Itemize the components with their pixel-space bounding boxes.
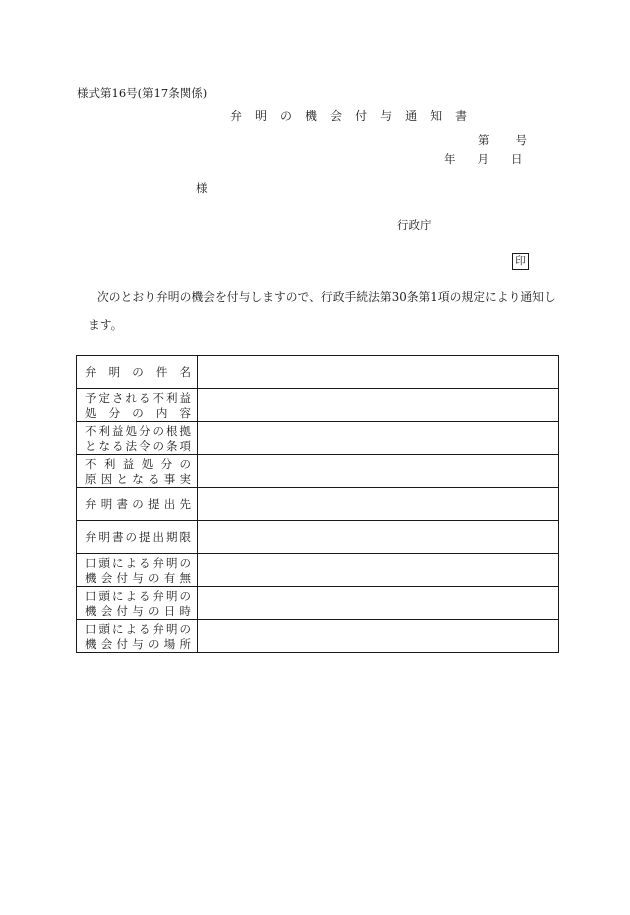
row-label bbox=[77, 488, 198, 521]
row-value-field[interactable] bbox=[198, 389, 559, 422]
table-row bbox=[77, 521, 559, 554]
table-row bbox=[77, 587, 559, 620]
row-label-line: 機会付与の有無 bbox=[85, 570, 191, 585]
row-label-line: 口頭による弁明の bbox=[85, 621, 191, 636]
row-value-field[interactable] bbox=[198, 554, 559, 587]
date-day: 日 bbox=[511, 152, 523, 166]
row-label-line: 口頭による弁明の bbox=[85, 555, 191, 570]
row-label-line: 口頭による弁明の bbox=[85, 588, 191, 603]
recipient-suffix: 様 bbox=[196, 181, 208, 195]
row-label bbox=[77, 422, 198, 455]
row-label-line: 機会付与の場所 bbox=[85, 636, 191, 651]
table-row bbox=[77, 422, 559, 455]
row-value-field[interactable] bbox=[198, 587, 559, 620]
row-label-line: 弁明の件名 bbox=[85, 365, 191, 379]
row-value-field[interactable] bbox=[198, 488, 559, 521]
notice-details-table-body bbox=[77, 356, 559, 653]
row-value-field[interactable] bbox=[198, 422, 559, 455]
date-month: 月 bbox=[477, 152, 489, 166]
seal-stamp: 印 bbox=[512, 253, 529, 270]
document-number-go: 号 bbox=[515, 133, 527, 147]
row-label-line: となる法令の条項 bbox=[85, 438, 191, 453]
row-value-field[interactable] bbox=[198, 356, 559, 389]
row-label-line: 弁明書の提出先 bbox=[85, 497, 191, 511]
table-row bbox=[77, 554, 559, 587]
row-value-field[interactable] bbox=[198, 521, 559, 554]
issuer-name: 行政庁 bbox=[397, 218, 432, 232]
date-year: 年 bbox=[444, 152, 456, 166]
date-line bbox=[444, 152, 523, 166]
form-number: 様式第16号(第17条関係) bbox=[77, 86, 208, 100]
row-label bbox=[77, 620, 198, 653]
body-text-line-2: ます。 bbox=[88, 318, 123, 332]
table-row bbox=[77, 620, 559, 653]
row-value-field[interactable] bbox=[198, 620, 559, 653]
document-number-dai: 第 bbox=[478, 133, 490, 147]
notice-details-table bbox=[76, 355, 559, 653]
row-label-line: 不利益処分の bbox=[85, 456, 191, 471]
row-label bbox=[77, 389, 198, 422]
row-label bbox=[77, 455, 198, 488]
row-label bbox=[77, 521, 198, 554]
row-label bbox=[77, 554, 198, 587]
row-label-line: 機会付与の日時 bbox=[85, 603, 191, 618]
body-text-line-1: 次のとおり弁明の機会を付与しますので、行政手続法第30条第1項の規定により通知し bbox=[97, 290, 556, 304]
table-row bbox=[77, 356, 559, 389]
table-row bbox=[77, 455, 559, 488]
document-title: 弁 明 の 機 会 付 与 通 知 書 bbox=[230, 109, 472, 123]
row-label-line: 原因となる事実 bbox=[85, 471, 191, 486]
row-label-line: 処分の内容 bbox=[85, 405, 191, 420]
row-label-line: 弁明書の提出期限 bbox=[85, 530, 191, 544]
row-label bbox=[77, 587, 198, 620]
row-value-field[interactable] bbox=[198, 455, 559, 488]
table-row bbox=[77, 488, 559, 521]
row-label bbox=[77, 356, 198, 389]
row-label-line: 予定される不利益 bbox=[85, 390, 191, 405]
row-label-line: 不利益処分の根拠 bbox=[85, 423, 191, 438]
table-row bbox=[77, 389, 559, 422]
document-number-line bbox=[478, 133, 527, 147]
